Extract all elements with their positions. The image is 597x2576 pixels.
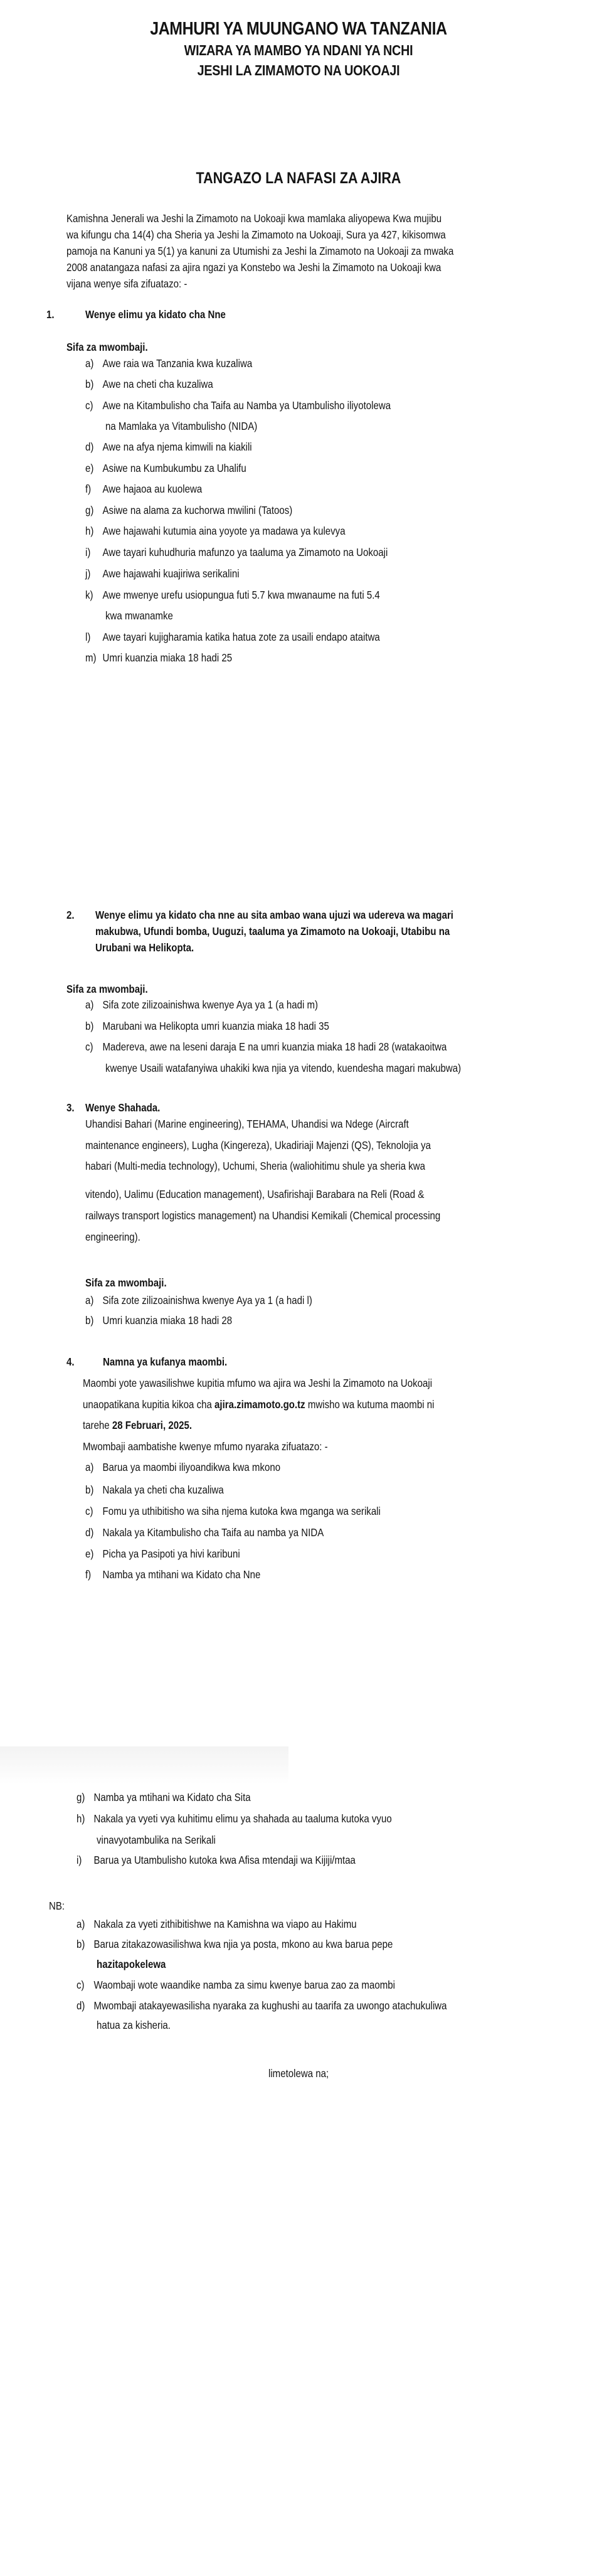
- list-marker: e): [85, 1547, 94, 1560]
- list-item: [77, 1919, 357, 1930]
- header-department: JESHI LA ZIMAMOTO NA UOKOAJI: [197, 62, 400, 78]
- list-marker: h): [85, 525, 94, 537]
- list-marker: c): [77, 1979, 85, 1991]
- list-item: [85, 505, 292, 516]
- list-item: [85, 526, 346, 537]
- para-line: vitendo), Ualimu (Education management), Usafirishaji Barabara na Reli (Road &: [85, 1188, 425, 1200]
- list-marker: k): [85, 589, 93, 601]
- section-number: 1.: [46, 308, 55, 321]
- list-marker: d): [85, 441, 94, 453]
- list-item: [85, 569, 240, 580]
- list-text: Umri kuanzia miaka 18 hadi 25: [102, 651, 233, 664]
- list-item: [77, 2001, 447, 2012]
- list-marker: c): [85, 1040, 93, 1053]
- list-item: [85, 442, 252, 453]
- list-item-continuation: hazitapokelewa: [97, 1958, 166, 1970]
- list-text: Barua ya maombi iliyoandikwa kwa mkono: [102, 1461, 281, 1473]
- sifa-label: Sifa za mwombaji.: [85, 1276, 167, 1289]
- list-item: [85, 1549, 240, 1560]
- section-heading: Namna ya kufanya maombi.: [103, 1355, 228, 1368]
- section-heading: Urubani wa Helikopta.: [95, 941, 194, 954]
- nb-label: NB:: [49, 1900, 65, 1912]
- list-item: [85, 379, 213, 390]
- list-marker: b): [85, 1020, 94, 1032]
- list-item: [85, 1021, 329, 1032]
- para-text: unaopatikana kupitia kikoa cha: [83, 1398, 215, 1411]
- list-marker: c): [85, 399, 93, 412]
- para-line: [83, 1420, 192, 1431]
- list-marker: j): [85, 567, 91, 580]
- section-heading: Wenye elimu ya kidato cha nne au sita ambao wana ujuzi wa udereva wa magari: [95, 909, 453, 921]
- list-marker: g): [77, 1791, 85, 1804]
- intro-line: vijana wenye sifa zifuatazo: -: [66, 277, 188, 290]
- list-item: [85, 1506, 381, 1517]
- list-text: Nakala ya Kitambulisho cha Taifa au namba ya NIDA: [102, 1526, 324, 1539]
- list-marker: b): [85, 378, 94, 390]
- section-heading: Wenye elimu ya kidato cha Nne: [85, 308, 226, 321]
- para-text: mwisho wa kutuma maombi ni: [305, 1398, 435, 1411]
- list-text: Picha ya Pasipoti ya hivi karibuni: [102, 1547, 240, 1560]
- list-marker: e): [85, 462, 94, 474]
- list-text: Awe na afya njema kimwili na kiakili: [102, 441, 252, 453]
- list-marker: c): [85, 1505, 93, 1517]
- para-line: [83, 1399, 434, 1411]
- list-text: Asiwe na alama za kuchorwa mwilini (Tatoos): [102, 504, 293, 516]
- list-item: [77, 1792, 251, 1804]
- list-marker: d): [85, 1526, 94, 1539]
- list-item: [85, 484, 202, 495]
- list-text: Madereva, awe na leseni daraja E na umri kuanzia miaka 18 hadi 28 (watakaoitwa: [102, 1040, 447, 1053]
- list-item-continuation: vinavyotambulika na Serikali: [97, 1834, 216, 1846]
- list-marker: a): [85, 998, 94, 1011]
- list-text: Marubani wa Helikopta umri kuanzia miaka 18 hadi 35: [102, 1020, 329, 1032]
- para-line: Uhandisi Bahari (Marine engineering), TEHAMA, Uhandisi wa Ndege (Aircraft: [85, 1118, 409, 1130]
- list-item: [85, 1315, 232, 1327]
- issued-by: limetolewa na;: [268, 2067, 329, 2080]
- deadline-date: 28 Februari, 2025.: [112, 1419, 193, 1431]
- list-marker: f): [85, 1568, 92, 1581]
- list-item: [85, 547, 388, 558]
- list-item-continuation: kwenye Usaili watafanyiwa uhakiki kwa njia ya vitendo, kuendesha magari makubwa): [105, 1062, 462, 1074]
- list-item: [85, 1569, 260, 1581]
- list-item: [77, 1814, 392, 1825]
- intro-line: Kamishna Jenerali wa Jeshi la Zimamoto na Uokoaji kwa mamlaka aliyopewa Kwa mujibu: [66, 212, 442, 225]
- list-marker: i): [77, 1854, 82, 1866]
- list-item: [85, 1527, 324, 1539]
- list-text: Nakala za vyeti zithibitishwe na Kamishna wa viapo au Hakimu: [93, 1918, 357, 1930]
- list-marker: a): [77, 1918, 85, 1930]
- list-item-continuation: kwa mwanamke: [105, 609, 173, 622]
- para-line: Maombi yote yawasilishwe kupitia mfumo wa ajira wa Jeshi la Zimamoto na Uokoaji: [83, 1377, 433, 1389]
- list-item: [77, 1980, 395, 1991]
- header-ministry: WIZARA YA MAMBO YA NDANI YA NCHI: [184, 42, 413, 58]
- section-heading: Wenye Shahada.: [85, 1101, 161, 1114]
- list-item: [85, 1295, 312, 1307]
- list-text: Fomu ya uthibitisho wa siha njema kutoka kwa mganga wa serikali: [102, 1505, 381, 1517]
- list-item-continuation: hatua za kisheria.: [97, 2019, 171, 2031]
- list-marker: d): [77, 1999, 85, 2012]
- list-text: Awe hajaoa au kuolewa: [102, 483, 203, 495]
- list-item: [85, 463, 246, 474]
- list-text: Awe na cheti cha kuzaliwa: [102, 378, 213, 390]
- list-text: Awe tayari kuhudhuria mafunzo ya taaluma ya Zimamoto na Uokoaji: [102, 546, 388, 558]
- list-text: Awe hajawahi kutumia aina yoyote ya madawa ya kulevya: [102, 525, 346, 537]
- intro-line: 2008 anatangaza nafasi za ajira ngazi ya Konstebo wa Jeshi la Zimamoto na Uokoaji kwa: [66, 261, 441, 274]
- list-marker: f): [85, 483, 92, 495]
- intro-line: pamoja na Kanuni ya 5(1) ya kanuni za Utumishi za Jeshi la Zimamoto na Uokoaji za mwaka: [66, 245, 454, 257]
- list-item: [85, 653, 232, 664]
- scan-edge: [0, 1746, 288, 1784]
- list-item: [85, 358, 252, 370]
- section-number: 3.: [66, 1101, 75, 1114]
- sifa-label: Sifa za mwombaji.: [66, 983, 148, 995]
- list-text: Barua zitakazowasilishwa kwa njia ya posta, mkono au kwa barua pepe: [93, 1938, 393, 1950]
- list-item: [85, 632, 380, 643]
- list-text: Awe raia wa Tanzania kwa kuzaliwa: [102, 357, 253, 370]
- sifa-label: Sifa za mwombaji.: [66, 341, 148, 353]
- section-number: 2.: [66, 909, 75, 921]
- attach-intro: Mwombaji aambatishe kwenye mfumo nyaraka zifuatazo: -: [83, 1440, 328, 1453]
- list-text: Sifa zote zilizoainishwa kwenye Aya ya 1 (a hadi m): [102, 998, 319, 1011]
- list-text: Asiwe na Kumbukumbu za Uhalifu: [102, 462, 246, 474]
- list-text: Awe mwenye urefu usiopungua futi 5.7 kwa mwanaume na futi 5.4: [102, 589, 380, 601]
- para-line: habari (Multi-media technology), Uchumi, Sheria (waliohitimu shule ya sheria kwa: [85, 1160, 426, 1172]
- list-marker: a): [85, 1461, 94, 1473]
- para-text: tarehe: [83, 1419, 112, 1431]
- list-text: Umri kuanzia miaka 18 hadi 28: [102, 1314, 233, 1327]
- para-line: railways transport logistics management) na Uhandisi Kemikali (Chemical processing: [85, 1209, 441, 1222]
- page-title: TANGAZO LA NAFASI ZA AJIRA: [196, 169, 401, 187]
- list-marker: l): [85, 631, 91, 643]
- list-text: Sifa zote zilizoainishwa kwenye Aya ya 1 (a hadi l): [102, 1294, 312, 1307]
- list-item: [85, 1042, 446, 1053]
- list-marker: m): [85, 651, 97, 664]
- list-item: [85, 1000, 318, 1011]
- list-item: [77, 1939, 393, 1950]
- application-portal-link[interactable]: ajira.zimamoto.go.tz: [214, 1398, 305, 1411]
- list-marker: h): [77, 1812, 85, 1825]
- list-marker: a): [85, 357, 94, 370]
- list-marker: b): [77, 1938, 85, 1950]
- intro-line: wa kifungu cha 14(4) cha Sheria ya Jeshi la Zimamoto na Uokoaji, Sura ya 427, kikisomwa: [66, 228, 446, 241]
- list-marker: i): [85, 546, 91, 558]
- list-text: Waombaji wote waandike namba za simu kwenye barua zao za maombi: [93, 1979, 395, 1991]
- list-item: [85, 400, 391, 412]
- list-text: Nakala ya cheti cha kuzaliwa: [102, 1483, 224, 1496]
- list-item: [85, 1485, 224, 1496]
- list-marker: b): [85, 1314, 94, 1327]
- list-text: Namba ya mtihani wa Kidato cha Nne: [102, 1568, 261, 1581]
- para-line: engineering).: [85, 1231, 140, 1243]
- list-text: Awe hajawahi kuajiriwa serikalini: [102, 567, 240, 580]
- section-number: 4.: [66, 1355, 75, 1368]
- list-text: Barua ya Utambulisho kutoka kwa Afisa mtendaji wa Kijiji/mtaa: [93, 1854, 356, 1866]
- para-line: maintenance engineers), Lugha (Kingereza), Ukadiriaji Majenzi (QS), Teknolojia ya: [85, 1139, 431, 1152]
- list-text: Mwombaji atakayewasilisha nyaraka za kughushi au taarifa za uwongo atachukuliwa: [93, 1999, 447, 2012]
- list-text: Awe na Kitambulisho cha Taifa au Namba ya Utambulisho iliyotolewa: [102, 399, 391, 412]
- list-text: Namba ya mtihani wa Kidato cha Sita: [93, 1791, 251, 1804]
- list-text: Awe tayari kujigharamia katika hatua zote za usaili endapo ataitwa: [102, 631, 380, 643]
- list-marker: b): [85, 1483, 94, 1496]
- list-marker: g): [85, 504, 94, 516]
- list-item-continuation: na Mamlaka ya Vitambulisho (NIDA): [105, 420, 258, 432]
- list-item: [85, 590, 380, 601]
- list-item: [77, 1855, 356, 1866]
- list-item: [85, 1462, 280, 1473]
- list-text: Nakala ya vyeti vya kuhitimu elimu ya shahada au taaluma kutoka vyuo: [93, 1812, 392, 1825]
- header-republic: JAMHURI YA MUUNGANO WA TANZANIA: [150, 19, 447, 39]
- list-marker: a): [85, 1294, 94, 1307]
- section-heading: makubwa, Ufundi bomba, Uuguzi, taaluma ya Zimamoto na Uokoaji, Utabibu na: [95, 925, 450, 938]
